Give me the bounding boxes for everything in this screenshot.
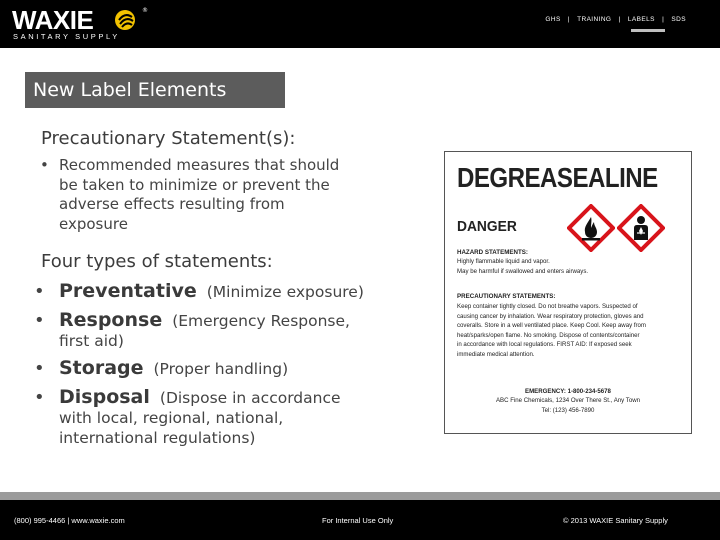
label-precaution-line: Keep container tightly closed. Do not breathe vapors. Suspected of	[457, 303, 638, 310]
label-signal-word: DANGER	[457, 218, 517, 235]
nav-training[interactable]: TRAINING	[577, 16, 612, 23]
logo-wordmark: WAXIE	[12, 5, 94, 35]
bullet-dot: •	[34, 310, 45, 331]
slide-title: New Label Elements	[33, 79, 227, 101]
label-emergency: EMERGENCY: 1-800-234-5678	[525, 388, 611, 395]
footer-bar	[0, 500, 720, 540]
nav-separator: |	[662, 16, 665, 23]
type-disposal	[59, 386, 341, 408]
bullet-dot: •	[34, 387, 45, 408]
type-label: Storage	[59, 357, 144, 379]
type-note: (Minimize exposure)	[206, 283, 364, 301]
type-note: (Dispose in accordance	[159, 389, 341, 407]
bullet-dot: •	[40, 156, 49, 174]
header-bar	[0, 0, 720, 48]
definition-line-1: Recommended measures that should	[59, 156, 340, 174]
type-note: (Proper handling)	[153, 360, 289, 378]
footer-contact[interactable]: (800) 995-4466 | www.waxie.com	[14, 516, 125, 525]
label-precaution-heading: PRECAUTIONARY STATEMENTS:	[457, 293, 556, 300]
top-nav	[545, 16, 686, 23]
nav-sds[interactable]: SDS	[671, 16, 686, 23]
definition-line-3: adverse effects resulting from	[59, 195, 285, 213]
definition-line-4: exposure	[59, 214, 128, 233]
type-note-continued: international regulations)	[59, 429, 256, 447]
nav-active-indicator	[631, 29, 665, 32]
label-company: ABC Fine Chemicals, 1234 Over There St., Any Town	[495, 397, 641, 405]
type-label: Response	[59, 309, 163, 331]
footer-divider	[0, 492, 720, 500]
footer-copyright: © 2013 WAXIE Sanitary Supply	[563, 516, 668, 525]
slide-title-bar	[25, 72, 285, 108]
type-note-continued: with local, regional, national,	[59, 409, 284, 427]
type-label: Disposal	[59, 386, 150, 408]
type-note: (Emergency Response,	[172, 312, 350, 330]
nav-labels[interactable]: LABELS	[627, 16, 655, 23]
type-preventative	[59, 280, 364, 302]
label-hazard-line: May be harmful if swallowed and enters airways.	[457, 267, 589, 275]
type-label: Preventative	[59, 280, 197, 302]
bullet-dot: •	[34, 358, 45, 379]
nav-separator: |	[618, 16, 621, 23]
type-response	[59, 309, 350, 331]
logo-swirl-icon	[114, 9, 138, 31]
flame-pictogram-icon	[567, 204, 615, 252]
health-hazard-pictogram-icon	[617, 204, 665, 252]
label-hazard-heading: HAZARD STATEMENTS:	[457, 249, 528, 256]
label-hazard-line: Highly flammable liquid and vapor.	[457, 258, 550, 265]
label-precaution-line: in accordance with local regulations. FIRST AID: If exposed seek	[457, 341, 632, 349]
label-precaution-line: immediate medical attention.	[457, 351, 535, 358]
label-precaution-line: heat/sparks/open flame. No smoking. Dispose of contents/container	[457, 331, 640, 339]
logo-tagline: SANITARY SUPPLY	[13, 32, 120, 41]
statement-types-heading: Four types of statements:	[41, 251, 273, 272]
label-precaution-line: coveralls. Store in a well ventilated place. Keep Cool. Keep away from	[457, 322, 647, 330]
label-tel: Tel: (123) 456-7890	[541, 406, 595, 414]
sample-ghs-label	[444, 151, 692, 434]
label-precaution-line: causing cancer by inhalation. Wear respiratory protection, gloves and	[457, 312, 644, 320]
label-supplier-info	[445, 387, 691, 415]
registered-mark: ®	[142, 7, 148, 14]
definition-line-2: be taken to minimize or prevent the	[59, 175, 330, 194]
label-product-name: DEGREASEALINE	[457, 162, 658, 193]
bullet-dot: •	[34, 281, 45, 302]
footer-internal-notice: For Internal Use Only	[322, 516, 394, 525]
type-storage	[59, 357, 288, 379]
nav-separator: |	[567, 16, 571, 23]
precautionary-heading: Precautionary Statement(s):	[41, 128, 296, 149]
type-note-continued: first aid)	[59, 332, 124, 350]
nav-ghs[interactable]: GHS	[545, 16, 561, 23]
